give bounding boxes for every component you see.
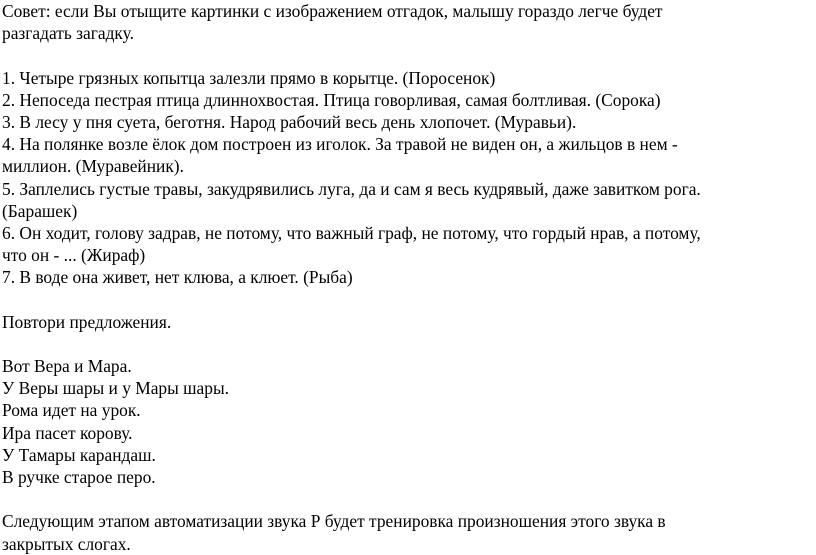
document-body xyxy=(2,0,812,555)
sentence-line: Рома идет на урок. xyxy=(2,400,141,421)
riddle-line: что он - ... (Жираф) xyxy=(2,245,146,266)
sentence-line: У Тамары карандаш. xyxy=(2,444,156,465)
intro-line: разгадать загадку. xyxy=(2,23,134,44)
intro-paragraph xyxy=(2,0,812,44)
riddle-line: 4. На полянке возле ёлок дом построен из иголок. За травой не виден он, а жильцов в нем - xyxy=(2,134,678,155)
sentence-line: У Веры шары и у Мары шары. xyxy=(2,378,229,399)
riddle-line: (Барашек) xyxy=(2,200,78,221)
repeat-heading: Повтори предложения. xyxy=(2,311,172,332)
sentence-list xyxy=(2,355,812,488)
sentence-line: Вот Вера и Мара. xyxy=(2,356,132,376)
riddle-line: 5. Заплелись густые травы, закудрявились луга, да и сам я весь кудрявый, даже завитком рога. xyxy=(2,178,701,199)
riddle-list xyxy=(2,67,812,289)
riddle-line: 3. В лесу у пня суета, беготня. Народ рабочий весь день хлопочет. (Муравьи). xyxy=(2,111,577,132)
riddle-line: 1. Четыре грязных копытца залезли прямо в корытце. (Поросенок) xyxy=(2,67,496,88)
riddle-line: 2. Непоседа пестрая птица длиннохвостая. Птица говорливая, самая болтливая. (Сорока) xyxy=(2,89,661,110)
riddle-line: миллион. (Муравейник). xyxy=(2,156,184,177)
paragraph-gap xyxy=(2,44,812,66)
sentence-line: В ручке старое перо. xyxy=(2,466,156,487)
closing-line: закрытых слогах. xyxy=(2,533,131,554)
intro-line: Совет: если Вы отыщите картинки с изображением отгадок, малышу гораздо легче будет xyxy=(2,1,663,21)
paragraph-gap xyxy=(2,488,812,510)
closing-line: Следующим этапом автоматизации звука Р будет тренировка произношения этого звука в xyxy=(2,511,666,532)
sentence-line: Ира пасет корову. xyxy=(2,422,133,443)
riddle-line: 6. Он ходит, голову задрав, не потому, что важный граф, не потому, что гордый нрав, а потому, xyxy=(2,222,701,243)
closing-paragraph xyxy=(2,510,812,554)
paragraph-gap xyxy=(2,333,812,355)
riddle-line: 7. В воде она живет, нет клюва, а клюет. (Рыба) xyxy=(2,267,353,288)
paragraph-gap xyxy=(2,288,812,310)
